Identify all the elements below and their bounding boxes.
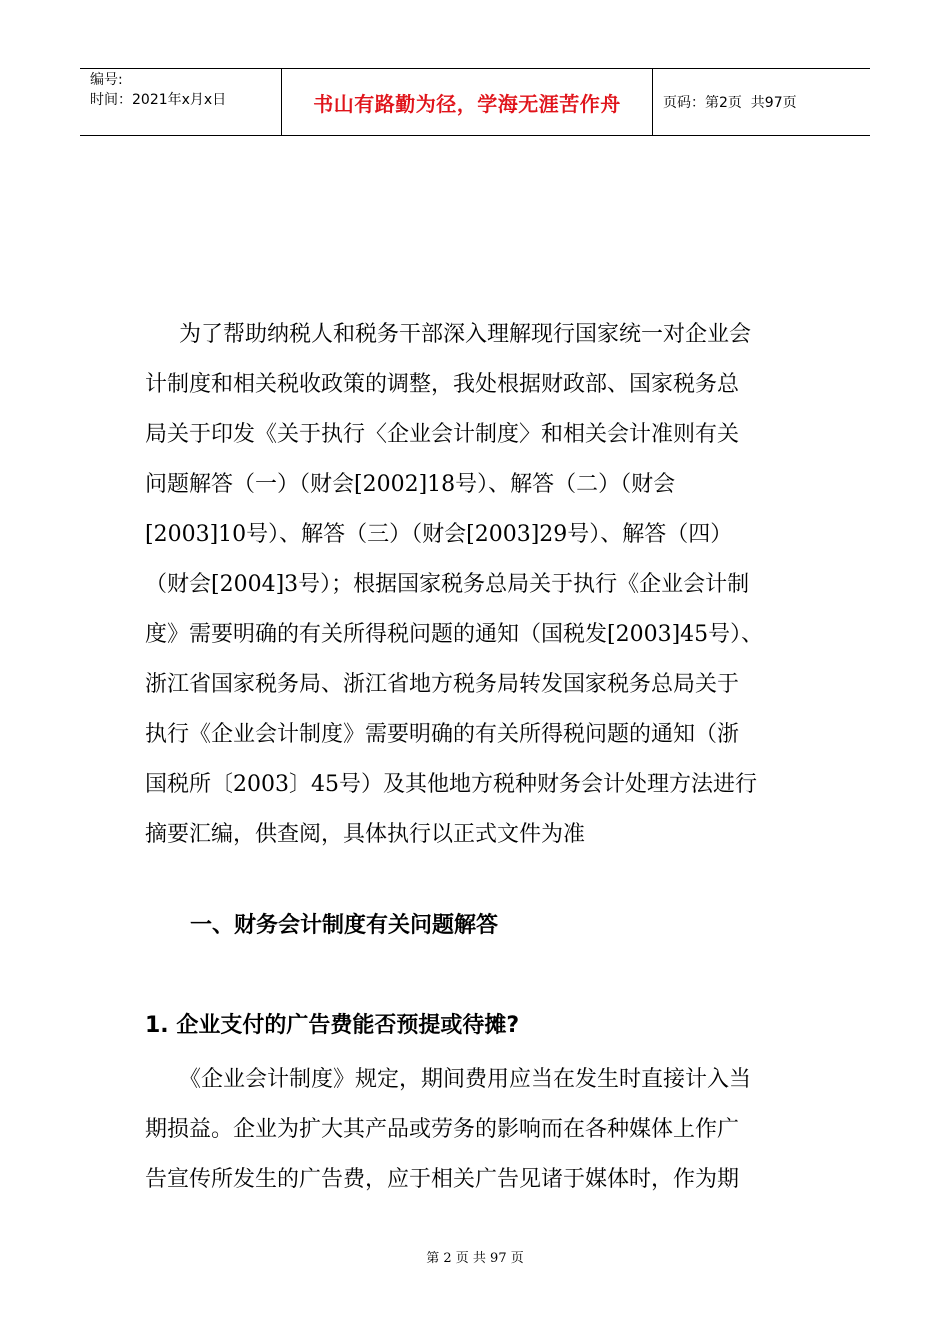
intro-line: 度》需要明确的有关所得税问题的通知（国税发[2003]45号）、 (145, 622, 764, 647)
intro-line: 局关于印发《关于执行〈企业会计制度〉和相关会计准则有关 (145, 422, 740, 447)
answer-paragraph (145, 1055, 810, 1205)
intro-line: 执行《企业会计制度》需要明确的有关所得税问题的通知（浙 (145, 722, 740, 747)
intro-text (145, 310, 810, 860)
page-footer: 第 2 页 共 97 页 (426, 1251, 524, 1266)
intro-line: 为了帮助纳税人和税务干部深入理解现行国家统一对企业会 (179, 322, 752, 347)
intro-line: [2003]10号）、解答（三）（财会[2003]29号）、解答（四） (145, 522, 733, 547)
intro-line: 国税所〔2003〕45号）及其他地方税种财务会计处理方法进行 (145, 772, 757, 797)
section-heading: 一、财务会计制度有关问题解答 (190, 913, 499, 938)
intro-paragraph (145, 310, 810, 860)
intro-line: （财会[2004]3号）；根据国家税务总局关于执行《企业会计制 (145, 572, 750, 597)
header-page-info: 页码：第2页 共97页 (663, 95, 797, 111)
header-motto-cell (282, 69, 653, 135)
intro-line: 摘要汇编，供查阅，具体执行以正式文件为准 (145, 822, 586, 847)
answer-line: 期损益。企业为扩大其产品或劳务的影响而在各种媒体上作广 (145, 1117, 740, 1142)
header-motto: 书山有路勤为径，学海无涯苦作舟 (313, 91, 621, 116)
document-date: 时间：2021年x月x日 (90, 92, 227, 108)
document-header (80, 68, 870, 136)
intro-line: 计制度和相关税收政策的调整，我处根据财政部、国家税务总 (145, 372, 740, 397)
header-meta-cell (80, 69, 282, 135)
answer-text (145, 1055, 810, 1205)
document-number-label: 编号: (90, 72, 123, 88)
intro-line: 问题解答（一）（财会[2002]18号）、解答（二）（财会 (145, 472, 676, 497)
answer-line: 《企业会计制度》规定，期间费用应当在发生时直接计入当 (179, 1067, 752, 1092)
header-page-cell (653, 69, 870, 135)
answer-line: 告宣传所发生的广告费，应于相关广告见诸于媒体时，作为期 (145, 1167, 740, 1192)
question-heading: 1. 企业支付的广告费能否预提或待摊? (145, 1013, 520, 1038)
intro-line: 浙江省国家税务局、浙江省地方税务局转发国家税务总局关于 (145, 672, 740, 697)
